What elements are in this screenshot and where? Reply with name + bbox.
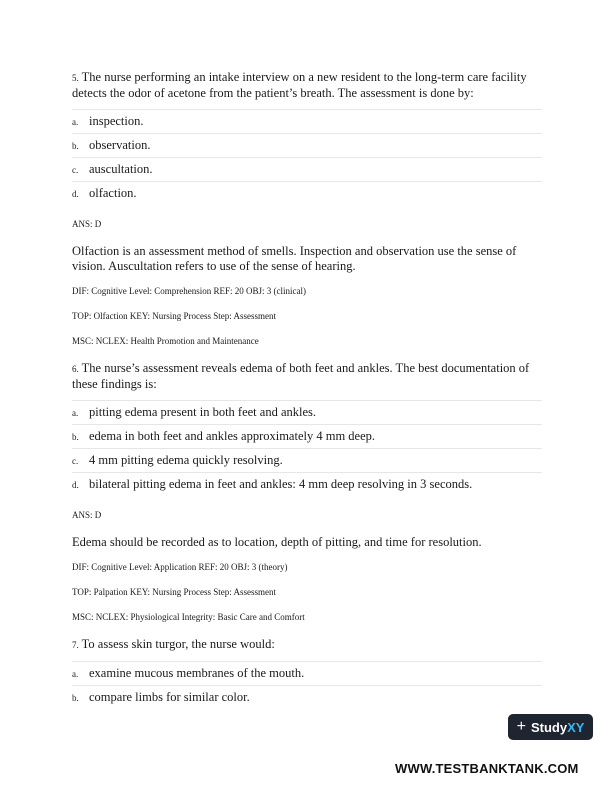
badge-study-text: Study <box>530 719 568 735</box>
dif-line: DIF: Cognitive Level: Comprehension REF: 20 OBJ: 3 (clinical) <box>72 286 306 296</box>
option-letter: d. <box>72 188 79 199</box>
option-text: observation. <box>89 138 151 152</box>
option-letter: c. <box>72 455 79 466</box>
option-letter: a. <box>72 668 79 679</box>
plus-icon: + <box>516 718 526 735</box>
dif-line: DIF: Cognitive Level: Application REF: 20 OBJ: 3 (theory) <box>72 562 288 572</box>
question-7 <box>72 637 542 653</box>
option-text: inspection. <box>89 114 144 128</box>
question-text: The nurse’s assessment reveals edema of both feet and ankles. The best documentation of these findings is: <box>72 361 530 391</box>
option-c <box>72 448 542 472</box>
options-list <box>72 400 542 496</box>
option-a <box>72 400 542 424</box>
option-text: edema in both feet and ankles approximately 4 mm deep. <box>89 429 376 443</box>
website-watermark: WWW.TESTBANKTANK.COM <box>395 761 579 776</box>
option-text: auscultation. <box>89 162 153 176</box>
question-text: The nurse performing an intake interview on a new resident to the long-term care facility detects the odor of acetone from the patient’s breath. The assessment is done by: <box>72 70 527 100</box>
answer: ANS: D <box>72 219 102 229</box>
option-text: compare limbs for similar color. <box>89 690 250 704</box>
options-list <box>72 661 542 709</box>
options-list <box>72 109 542 205</box>
option-text: bilateral pitting edema in feet and ankles: 4 mm deep resolving in 3 seconds. <box>89 477 473 491</box>
option-letter: a. <box>72 407 79 418</box>
question-6 <box>72 361 542 392</box>
question-number: 6. <box>72 364 79 374</box>
option-b <box>72 685 542 709</box>
option-letter: b. <box>72 692 79 703</box>
question-5 <box>72 70 542 101</box>
question-text: To assess skin turgor, the nurse would: <box>81 637 275 651</box>
option-letter: a. <box>72 116 79 127</box>
option-b <box>72 424 542 448</box>
explanation: Olfaction is an assessment method of smells. Inspection and observation use the sense of vision. Auscultation refers to use of the sense of hearing. <box>72 244 517 273</box>
option-letter: b. <box>72 140 79 151</box>
msc-line: MSC: NCLEX: Physiological Integrity: Basic Care and Comfort <box>72 612 305 622</box>
option-text: examine mucous membranes of the mouth. <box>89 666 305 680</box>
explanation: Edema should be recorded as to location, depth of pitting, and time for resolution. <box>72 535 482 549</box>
option-d <box>72 181 542 205</box>
option-text: olfaction. <box>89 186 137 200</box>
option-a <box>72 109 542 133</box>
question-number: 5. <box>72 73 79 83</box>
studyxy-badge[interactable] <box>508 714 593 740</box>
option-d <box>72 472 542 496</box>
option-text: pitting edema present in both feet and ankles. <box>89 405 317 419</box>
document-content <box>72 70 542 723</box>
option-b <box>72 133 542 157</box>
option-letter: b. <box>72 431 79 442</box>
option-letter: d. <box>72 479 79 490</box>
answer: ANS: D <box>72 510 102 520</box>
option-text: 4 mm pitting edema quickly resolving. <box>89 453 283 467</box>
option-c <box>72 157 542 181</box>
top-line: TOP: Palpation KEY: Nursing Process Step: Assessment <box>72 587 277 597</box>
option-letter: c. <box>72 164 79 175</box>
top-line: TOP: Olfaction KEY: Nursing Process Step: Assessment <box>72 311 276 321</box>
msc-line: MSC: NCLEX: Health Promotion and Maintenance <box>72 336 259 346</box>
question-number: 7. <box>72 640 79 650</box>
badge-xy-text: XY <box>567 719 585 735</box>
option-a <box>72 661 542 685</box>
